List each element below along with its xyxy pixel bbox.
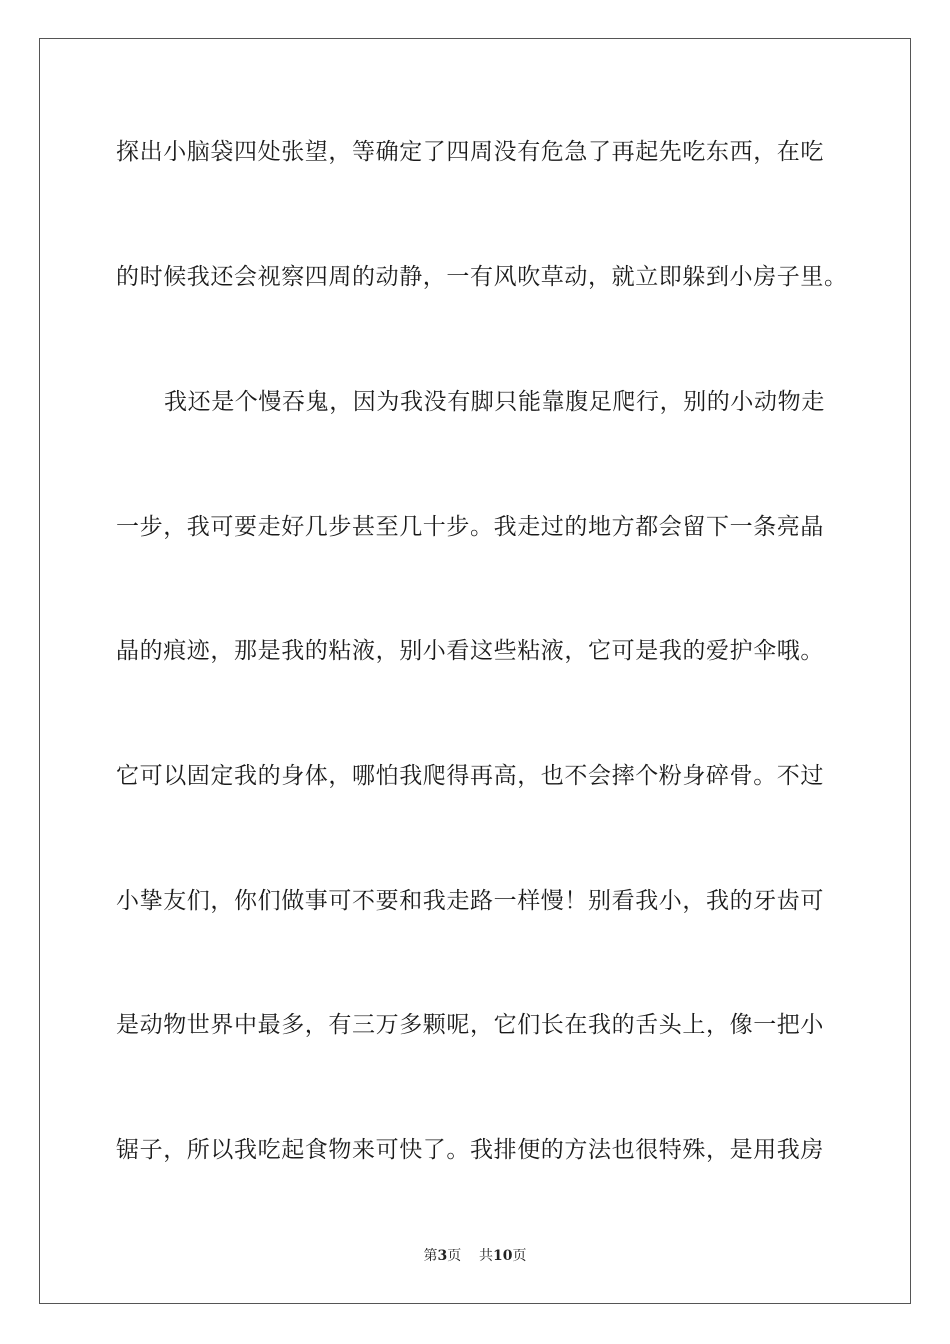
footer-total-suffix: 页 [512,1248,527,1264]
footer-page-prefix: 第 [423,1248,438,1264]
body-text-line-4: 一步，我可要走好几步甚至几十步。我走过的地方都会留下一条亮晶 [116,514,824,540]
footer-total-prefix: 共 [479,1248,494,1264]
page-border [39,38,911,1304]
footer-total-pages: 10 [493,1248,513,1264]
body-text-line-8: 是动物世界中最多，有三万多颗呢，它们长在我的舌头上，像一把小 [116,1012,824,1038]
body-text-line-7: 小挚友们，你们做事可不要和我走路一样慢！别看我小，我的牙齿可 [116,888,824,914]
page-footer [0,1247,950,1265]
body-text-line-1: 探出小脑袋四处张望，等确定了四周没有危急了再起先吃东西，在吃 [116,139,824,165]
body-text-line-6: 它可以固定我的身体，哪怕我爬得再高，也不会摔个粉身碎骨。不过 [116,763,824,789]
body-text-line-3: 我还是个慢吞鬼，因为我没有脚只能靠腹足爬行，别的小动物走 [164,389,825,415]
footer-page-number: 3 [437,1248,448,1264]
body-text-line-2: 的时候我还会视察四周的动静，一有风吹草动，就立即躲到小房子里。 [116,264,848,290]
body-text-line-9: 锯子，所以我吃起食物来可快了。我排便的方法也很特殊，是用我房 [116,1137,824,1163]
footer-page-suffix: 页 [447,1248,462,1264]
body-text-line-5: 晶的痕迹，那是我的粘液，别小看这些粘液，它可是我的爱护伞哦。 [116,638,824,664]
